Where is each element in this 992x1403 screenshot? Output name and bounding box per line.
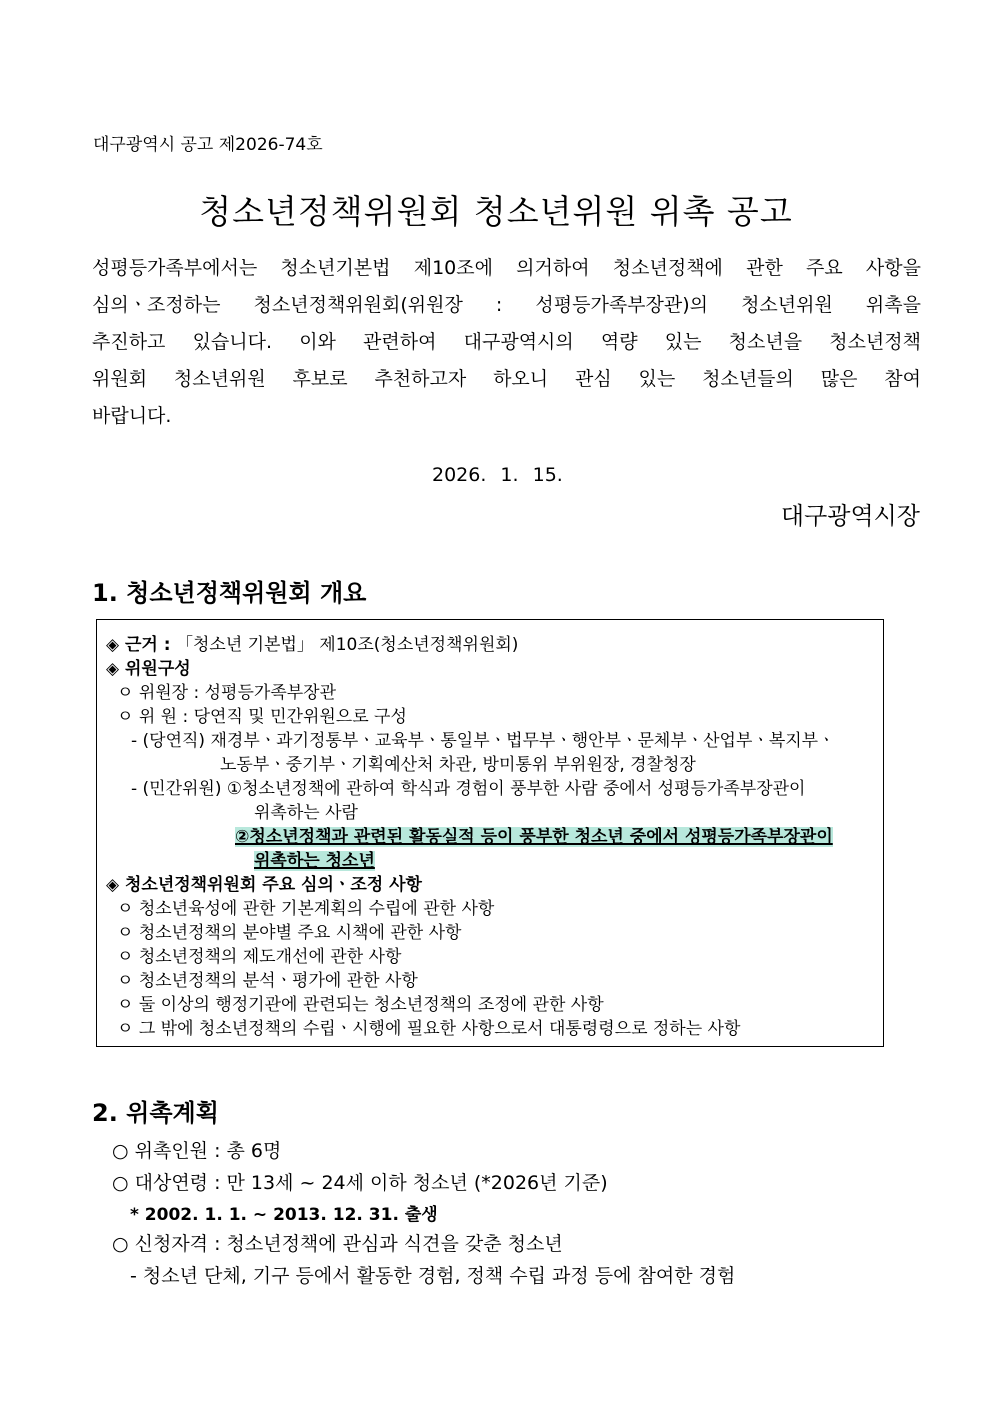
composition-label: ◈ 위원구성 [106,659,191,679]
intro-line: 바랍니다. [92,405,172,427]
civilian-line: 위촉하는 사람 [254,803,358,823]
target-age: ○ 대상연령 : 만 13세 ~ 24세 이하 청소년 (*2026년 기준) [112,1172,608,1194]
ex-officio-line: 노동부ㆍ중기부ㆍ기획예산처 차관, 방미통위 부위원장, 경찰청장 [220,755,696,775]
matter-item: ㅇ 청소년정책의 분석ㆍ평가에 관한 사항 [117,971,418,991]
section2-heading: 2. 위촉계획 [92,1099,219,1127]
qualification: ○ 신청자격 : 청소년정책에 관심과 식견을 갖춘 청소년 [112,1233,563,1255]
basis-text: 「청소년 기본법」 제10조(청소년정책위원회) [175,635,519,655]
chair-line: ㅇ 위원장 : 성평등가족부장관 [117,683,337,703]
intro-line: 성평등가족부에서는 청소년기본법 제10조에 의거하여 청소년정책에 관한 주요 사항을 [92,257,921,279]
intro-line: 위원회 청소년위원 후보로 추천하고자 하오니 관심 있는 청소년들의 많은 참여 [92,368,921,390]
highlighted-text: 위촉하는 청소년 [254,851,375,871]
section1-heading: 1. 청소년정책위원회 개요 [92,579,367,607]
members-line: ㅇ 위 원 : 당연직 및 민간위원으로 구성 [117,707,407,727]
matter-item: ㅇ 청소년육성에 관한 기본계획의 수립에 관한 사항 [117,899,495,919]
highlighted-text: ②청소년정책과 관련된 활동실적 등이 풍부한 청소년 중에서 성평등가족부장관이 [235,827,833,847]
overview-box [96,619,884,1047]
intro-paragraph [92,250,921,435]
matter-item: ㅇ 청소년정책의 제도개선에 관한 사항 [117,947,402,967]
intro-line: 심의ㆍ조정하는 청소년정책위원회(위원장 : 성평등가족부장관)의 청소년위원 위촉을 [92,294,921,316]
matter-item: ㅇ 둘 이상의 행정기관에 관련되는 청소년정책의 조정에 관한 사항 [117,995,604,1015]
notice-number: 대구광역시 공고 제2026-74호 [93,135,323,155]
basis-line [106,630,518,655]
basis-label: ◈ 근거 : [106,635,171,655]
ex-officio-line: - (당연직) 재경부ㆍ과기정통부ㆍ교육부ㆍ통일부ㆍ법무부ㆍ행안부ㆍ문체부ㆍ산업부ㆍ복지부ㆍ [131,731,835,751]
civilian-line: - (민간위원) ①청소년정책에 관하여 학식과 경험이 풍부한 사람 중에서 성평등가족부장관이 [131,779,806,799]
birth-range: * 2002. 1. 1. ~ 2013. 12. 31. 출생 [130,1205,438,1225]
notice-date: 2026. 1. 15. [432,464,563,486]
qualification-detail: - 청소년 단체, 기구 등에서 활동한 경험, 정책 수립 과정 등에 참여한 경험 [130,1265,736,1287]
matters-label: ◈ 청소년정책위원회 주요 심의ㆍ조정 사항 [106,875,422,895]
page-title: 청소년정책위원회 청소년위원 위촉 공고 [199,192,793,231]
matter-item: ㅇ 그 밖에 청소년정책의 수립ㆍ시행에 필요한 사항으로서 대통령령으로 정하는 사항 [117,1019,741,1039]
recruit-count: ○ 위촉인원 : 총 6명 [112,1140,282,1162]
civilian-line-highlight [254,846,375,871]
signer: 대구광역시장 [780,502,920,530]
intro-line: 추진하고 있습니다. 이와 관련하여 대구광역시의 역량 있는 청소년을 청소년정책 [92,331,921,353]
matter-item: ㅇ 청소년정책의 분야별 주요 시책에 관한 사항 [117,923,462,943]
civilian-line-highlight [235,822,833,847]
